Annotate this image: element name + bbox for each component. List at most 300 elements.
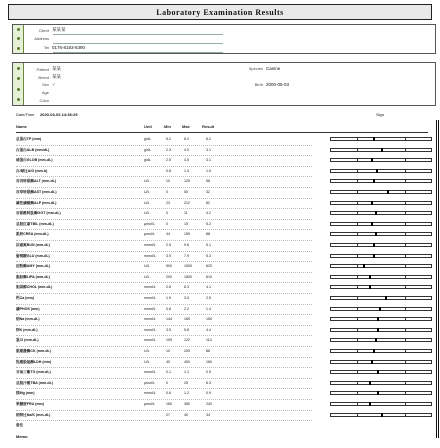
- table-row: [16, 136, 428, 143]
- result-min: 5.2: [166, 137, 171, 141]
- birth-label: Birth: [254, 82, 263, 87]
- table-row: [16, 189, 428, 196]
- table-row: [16, 337, 428, 344]
- row-divider: [16, 261, 312, 262]
- result-max: 400: [184, 359, 190, 364]
- row-divider: [16, 357, 312, 358]
- result-value: 610: [206, 274, 212, 279]
- patient-section-tab: [13, 63, 24, 105]
- range-low-tick: [357, 296, 358, 300]
- result-name: 甘油三酯TG (mm-dL): [16, 370, 51, 375]
- tel-field: [25, 45, 85, 50]
- result-unit: μmol/L: [144, 402, 155, 406]
- result-value: 6.3: [206, 380, 211, 385]
- header-name: Name: [16, 124, 27, 129]
- result-value: 0.9: [206, 391, 211, 396]
- range-high-tick: [405, 169, 406, 173]
- range-low-tick: [357, 381, 358, 385]
- header-min: Min: [164, 124, 171, 129]
- report-title: Laboratory Examination Results: [156, 7, 284, 17]
- result-name: 乳酸脱氢酶LDH (mm): [16, 359, 52, 364]
- result-marker: [385, 296, 387, 300]
- reference-range-bar: [330, 360, 432, 364]
- table-row: [16, 178, 428, 185]
- range-high-tick: [405, 285, 406, 289]
- birth-value: 2000-05-03: [266, 82, 290, 87]
- range-high-tick: [405, 391, 406, 395]
- result-marker: [375, 211, 377, 215]
- result-unit: U/L: [144, 349, 150, 353]
- header-result: Result: [202, 124, 215, 129]
- result-value: 5.3: [206, 253, 211, 258]
- result-unit: μmol/L: [144, 380, 155, 385]
- tel-value: 0176-8183-6390: [52, 45, 86, 50]
- result-value: 88: [206, 232, 210, 237]
- table-row: [16, 147, 428, 154]
- reference-range-bar: [330, 169, 432, 173]
- result-max: 11: [184, 211, 188, 216]
- row-divider: [16, 335, 312, 336]
- result-name: 钠钾比Na/K (mm-dL): [16, 412, 51, 417]
- result-min: 0.6: [166, 391, 171, 396]
- patient-field: [25, 66, 61, 72]
- result-min: 200: [166, 274, 172, 279]
- datetime-value: 2020-03-03 14:36:29: [40, 112, 78, 117]
- breed-label: Breed: [38, 74, 49, 80]
- result-max: 8.2: [184, 137, 189, 141]
- result-min: 500: [166, 264, 172, 269]
- patient-value: 某某: [52, 66, 61, 71]
- result-max: 5.8: [184, 327, 189, 332]
- result-unit: U/L: [144, 190, 150, 194]
- reference-range-bar: [330, 158, 432, 162]
- result-max: 1.2: [184, 391, 189, 396]
- result-name: 谷草转氨酶AST (mm-dL): [16, 190, 57, 194]
- result-unit: mmol/L: [144, 306, 156, 311]
- result-max: 159: [184, 232, 190, 237]
- result-value: 1.4: [206, 306, 211, 311]
- result-value: 150: [206, 317, 212, 322]
- range-low-tick: [357, 169, 358, 173]
- result-min: 3.9: [166, 253, 171, 258]
- result-max: 25: [184, 380, 188, 385]
- sex-field: [25, 82, 55, 87]
- client-section-tab: [13, 25, 24, 53]
- result-max: 8.3: [184, 285, 189, 290]
- range-high-tick: [405, 307, 406, 311]
- result-marker: [363, 264, 365, 268]
- result-min: 109: [166, 338, 172, 343]
- row-divider: [16, 145, 312, 146]
- result-name: 氯Cl (mm-dL): [16, 338, 39, 343]
- range-high-tick: [405, 211, 406, 215]
- result-max: 15: [184, 221, 188, 226]
- result-min: 10: [166, 179, 170, 184]
- row-divider: [16, 420, 312, 421]
- row-divider: [16, 410, 312, 411]
- range-high-tick: [405, 243, 406, 247]
- row-divider: [16, 325, 312, 326]
- memo-label: Memo: [16, 434, 28, 439]
- result-max: 1.3: [184, 168, 189, 173]
- result-marker: [387, 190, 389, 194]
- result-value: 86: [206, 349, 210, 353]
- result-name: 钾K (mm-dL): [16, 327, 38, 332]
- table-row: [16, 390, 428, 397]
- client-value: 某某某: [52, 27, 66, 32]
- range-high-tick: [405, 381, 406, 385]
- result-min: 3.5: [166, 327, 171, 332]
- range-low-tick: [357, 179, 358, 183]
- result-name: 尿素氮BUN (mm-dL): [16, 243, 50, 247]
- row-divider: [16, 187, 312, 188]
- result-max: 9.6: [184, 243, 189, 247]
- result-unit: U/L: [144, 359, 150, 364]
- row-divider: [16, 166, 312, 167]
- range-high-tick: [405, 222, 406, 226]
- result-name: 镁Mg (mm): [16, 391, 35, 396]
- result-name: 总胆红素TBIL (mm-dL): [16, 221, 54, 226]
- result-max: 125: [184, 179, 190, 184]
- result-marker: [381, 413, 383, 417]
- result-marker: [371, 222, 373, 226]
- range-high-tick: [405, 264, 406, 268]
- result-marker: [373, 349, 375, 353]
- row-divider: [16, 229, 312, 230]
- result-marker: [371, 360, 373, 364]
- row-divider: [16, 155, 312, 156]
- reference-range-bar: [330, 413, 432, 417]
- result-marker: [369, 285, 371, 289]
- result-name: 碱性磷酸酶ALP (mm-dL): [16, 200, 57, 205]
- result-value: 5.2: [206, 221, 211, 226]
- result-max: 4.0: [184, 147, 189, 152]
- result-max: 122: [184, 338, 190, 343]
- result-value: 114: [206, 338, 212, 343]
- table-row: [16, 348, 428, 355]
- result-value: 6.2: [206, 137, 211, 141]
- reference-range-bar: [330, 148, 432, 152]
- result-unit: mmol/L: [144, 327, 156, 332]
- table-row: [16, 306, 428, 313]
- range-low-tick: [357, 148, 358, 152]
- result-marker: [369, 402, 371, 406]
- result-unit: g/dL: [144, 137, 151, 141]
- reference-range-bar: [330, 243, 432, 247]
- range-low-tick: [357, 370, 358, 374]
- row-divider: [16, 367, 312, 368]
- datetime-sign-row: [16, 112, 428, 119]
- table-row: [16, 210, 428, 217]
- table-row: [16, 359, 428, 366]
- range-low-tick: [357, 413, 358, 417]
- result-unit: mmol/L: [144, 296, 156, 300]
- result-min: 0.1: [166, 370, 171, 375]
- row-divider: [16, 282, 312, 283]
- row-divider: [16, 198, 312, 199]
- address-field: [25, 36, 52, 41]
- table-row: [16, 316, 428, 323]
- result-unit: U/L: [144, 264, 150, 269]
- result-unit: mmol/L: [144, 338, 156, 343]
- result-marker: [373, 254, 375, 258]
- range-high-tick: [405, 201, 406, 205]
- species-value: Canine: [266, 66, 281, 71]
- table-row: [16, 327, 428, 334]
- result-max: 1.1: [184, 370, 189, 375]
- result-name: 肌酐CREA (mm-dL): [16, 232, 49, 237]
- species-field: [239, 66, 280, 71]
- row-divider: [16, 219, 312, 220]
- result-value: 82: [206, 200, 210, 205]
- range-high-tick: [405, 158, 406, 162]
- row-divider: [16, 240, 312, 241]
- range-high-tick: [405, 317, 406, 321]
- table-row: [16, 231, 428, 238]
- client-label: Client: [38, 27, 49, 33]
- result-unit: U/L: [144, 211, 150, 216]
- table-row: [16, 263, 428, 270]
- breed-value: 某某: [52, 74, 61, 79]
- result-marker: [373, 137, 375, 141]
- result-unit: μmol/L: [144, 221, 155, 226]
- reference-range-bar: [330, 222, 432, 226]
- address-label: Address: [34, 36, 49, 41]
- result-min: 27: [166, 412, 170, 417]
- address-underline: [53, 43, 223, 44]
- range-low-tick: [357, 285, 358, 289]
- result-max: 7.9: [184, 253, 189, 258]
- result-value: 4.4: [206, 327, 211, 332]
- reference-range-bar: [330, 296, 432, 300]
- result-unit: mmol/L: [144, 253, 156, 258]
- result-unit: μmol/L: [144, 232, 155, 237]
- table-row: [16, 369, 428, 376]
- species-label: Species: [248, 66, 263, 71]
- header-max: Max: [182, 124, 190, 129]
- result-value: 4.1: [206, 285, 211, 290]
- result-min: 40: [166, 359, 170, 364]
- result-name: 钙Ca (mm): [16, 296, 34, 300]
- range-high-tick: [405, 232, 406, 236]
- sex-label: Sex: [42, 82, 49, 87]
- table-row: [16, 274, 428, 281]
- range-low-tick: [357, 275, 358, 279]
- range-high-tick: [405, 148, 406, 152]
- report-title-bar: [8, 4, 432, 20]
- tel-label: Tel: [43, 45, 49, 50]
- result-value: 1.0: [206, 168, 211, 173]
- result-name: 球蛋白GLOB (mm-dL): [16, 158, 53, 163]
- result-name: 脂肪酶LIPA (mm-dL): [16, 274, 50, 279]
- result-min: 44: [166, 232, 170, 237]
- row-divider: [16, 176, 312, 177]
- table-row: [16, 422, 428, 429]
- result-marker: [369, 275, 371, 279]
- result-marker: [377, 328, 379, 332]
- row-divider: [16, 208, 312, 209]
- result-min: 144: [166, 317, 172, 322]
- color-field: [25, 98, 52, 103]
- result-unit: U/L: [144, 274, 150, 279]
- range-low-tick: [357, 222, 358, 226]
- result-marker: [373, 179, 375, 183]
- result-value: 3.1: [206, 158, 211, 163]
- result-max: 160: [184, 317, 190, 322]
- result-value: 5.1: [206, 243, 211, 247]
- range-low-tick: [357, 158, 358, 162]
- result-name: 白蛋白ALB (mm/dL): [16, 147, 50, 152]
- reference-range-bar: [330, 190, 432, 194]
- range-high-tick: [405, 254, 406, 258]
- row-divider: [16, 251, 312, 252]
- row-divider: [16, 378, 312, 379]
- result-min: 0: [166, 211, 168, 216]
- row-divider: [16, 293, 312, 294]
- result-min: 10: [166, 349, 170, 353]
- color-label: Color: [39, 98, 49, 103]
- result-max: 212: [184, 200, 190, 205]
- breed-field: [25, 74, 61, 80]
- result-unit: U/L: [144, 200, 150, 205]
- age-field: [25, 90, 52, 95]
- result-min: 2.3: [166, 147, 171, 152]
- result-min: 0: [166, 221, 168, 226]
- range-high-tick: [405, 360, 406, 364]
- range-low-tick: [357, 338, 358, 342]
- result-max: 1800: [184, 274, 192, 279]
- range-low-tick: [357, 360, 358, 364]
- result-min: 0.8: [166, 168, 171, 173]
- header-rule: [16, 132, 428, 133]
- range-low-tick: [357, 254, 358, 258]
- reference-range-bar: [330, 370, 432, 374]
- table-row: [16, 200, 428, 207]
- reference-range-bar: [330, 338, 432, 342]
- result-marker: [377, 391, 379, 395]
- reference-range-bar: [330, 232, 432, 236]
- result-name: 谷氨酰转肽酶GGT (mm-dL): [16, 211, 61, 216]
- table-header: [16, 124, 428, 132]
- table-row: [16, 253, 428, 260]
- table-row: [16, 401, 428, 408]
- reference-range-bar: [330, 285, 432, 289]
- range-low-tick: [357, 402, 358, 406]
- result-name: 总胆汁酸TBA (mm-dL): [16, 380, 53, 385]
- range-low-tick: [357, 349, 358, 353]
- result-value: 620: [206, 264, 212, 269]
- reference-range-bar: [330, 264, 432, 268]
- result-name: 果糖胺FRU (mm): [16, 402, 44, 406]
- row-divider: [16, 314, 312, 315]
- table-row: [16, 412, 428, 419]
- range-low-tick: [357, 328, 358, 332]
- result-value: 0.5: [206, 370, 211, 375]
- tel-underline: [53, 52, 223, 53]
- table-row: [16, 168, 428, 175]
- result-marker: [377, 317, 379, 321]
- age-label: Age: [41, 90, 49, 95]
- range-high-tick: [405, 349, 406, 353]
- reference-range-bar: [330, 328, 432, 332]
- reference-range-bar: [330, 254, 432, 258]
- row-divider: [16, 304, 312, 305]
- table-row: [16, 284, 428, 291]
- range-high-tick: [405, 402, 406, 406]
- result-marker: [377, 370, 379, 374]
- page-edge-stripes: [436, 120, 440, 438]
- range-low-tick: [357, 201, 358, 205]
- table-row: [16, 295, 428, 302]
- result-name: 钠Na (mm-dL): [16, 317, 40, 322]
- client-field: [25, 27, 66, 33]
- result-unit: g/dL: [144, 158, 151, 163]
- result-name: 磷PHOS (mm): [16, 306, 40, 311]
- result-min: 2.5: [166, 243, 171, 247]
- result-min: 160: [166, 402, 172, 406]
- range-high-tick: [405, 338, 406, 342]
- result-name: 谷丙转氨酶ALT (mm-dL): [16, 179, 57, 184]
- reference-range-bar: [330, 317, 432, 321]
- result-marker: [376, 169, 378, 173]
- result-unit: mmol/L: [144, 370, 156, 375]
- result-marker: [371, 201, 373, 205]
- result-value: 34: [206, 412, 210, 417]
- result-unit: mmol/L: [144, 317, 156, 322]
- range-low-tick: [357, 317, 358, 321]
- sex-value: ♂: [52, 82, 56, 87]
- range-high-tick: [405, 179, 406, 183]
- reference-range-bar: [330, 211, 432, 215]
- result-max: 380: [184, 402, 190, 406]
- result-unit: mmol/L: [144, 391, 156, 396]
- range-low-tick: [357, 243, 358, 247]
- range-high-tick: [405, 296, 406, 300]
- header-unit: Unit: [144, 124, 152, 129]
- result-value: 240: [206, 402, 212, 406]
- result-value: 160: [206, 359, 212, 364]
- result-value: 2.5: [206, 296, 211, 300]
- result-name: 肌酸激酶CK (mm-dL): [16, 349, 51, 353]
- range-high-tick: [405, 137, 406, 141]
- patient-info-box: [12, 62, 436, 106]
- result-unit: U/L: [144, 179, 150, 184]
- result-min: 0: [166, 190, 168, 194]
- result-name: 葡萄糖GLU (mm-dL): [16, 253, 50, 258]
- result-min: 0: [166, 380, 168, 385]
- result-unit: mmol/L: [144, 243, 156, 247]
- reference-range-bar: [330, 307, 432, 311]
- result-max: 40: [184, 412, 188, 417]
- result-value: 3.1: [206, 147, 211, 152]
- client-underline: [53, 34, 223, 35]
- client-info-box: [12, 24, 436, 54]
- range-low-tick: [357, 391, 358, 395]
- range-low-tick: [357, 211, 358, 215]
- reference-range-bar: [330, 381, 432, 385]
- result-unit: g/dL: [144, 147, 151, 152]
- result-marker: [375, 232, 377, 236]
- range-low-tick: [357, 137, 358, 141]
- row-divider: [16, 399, 312, 400]
- row-divider: [16, 388, 312, 389]
- range-high-tick: [405, 370, 406, 374]
- reference-range-bar: [330, 179, 432, 183]
- row-divider: [16, 272, 312, 273]
- result-unit: mmol/L: [144, 285, 156, 290]
- range-low-tick: [357, 190, 358, 194]
- result-min: 2.8: [166, 285, 171, 290]
